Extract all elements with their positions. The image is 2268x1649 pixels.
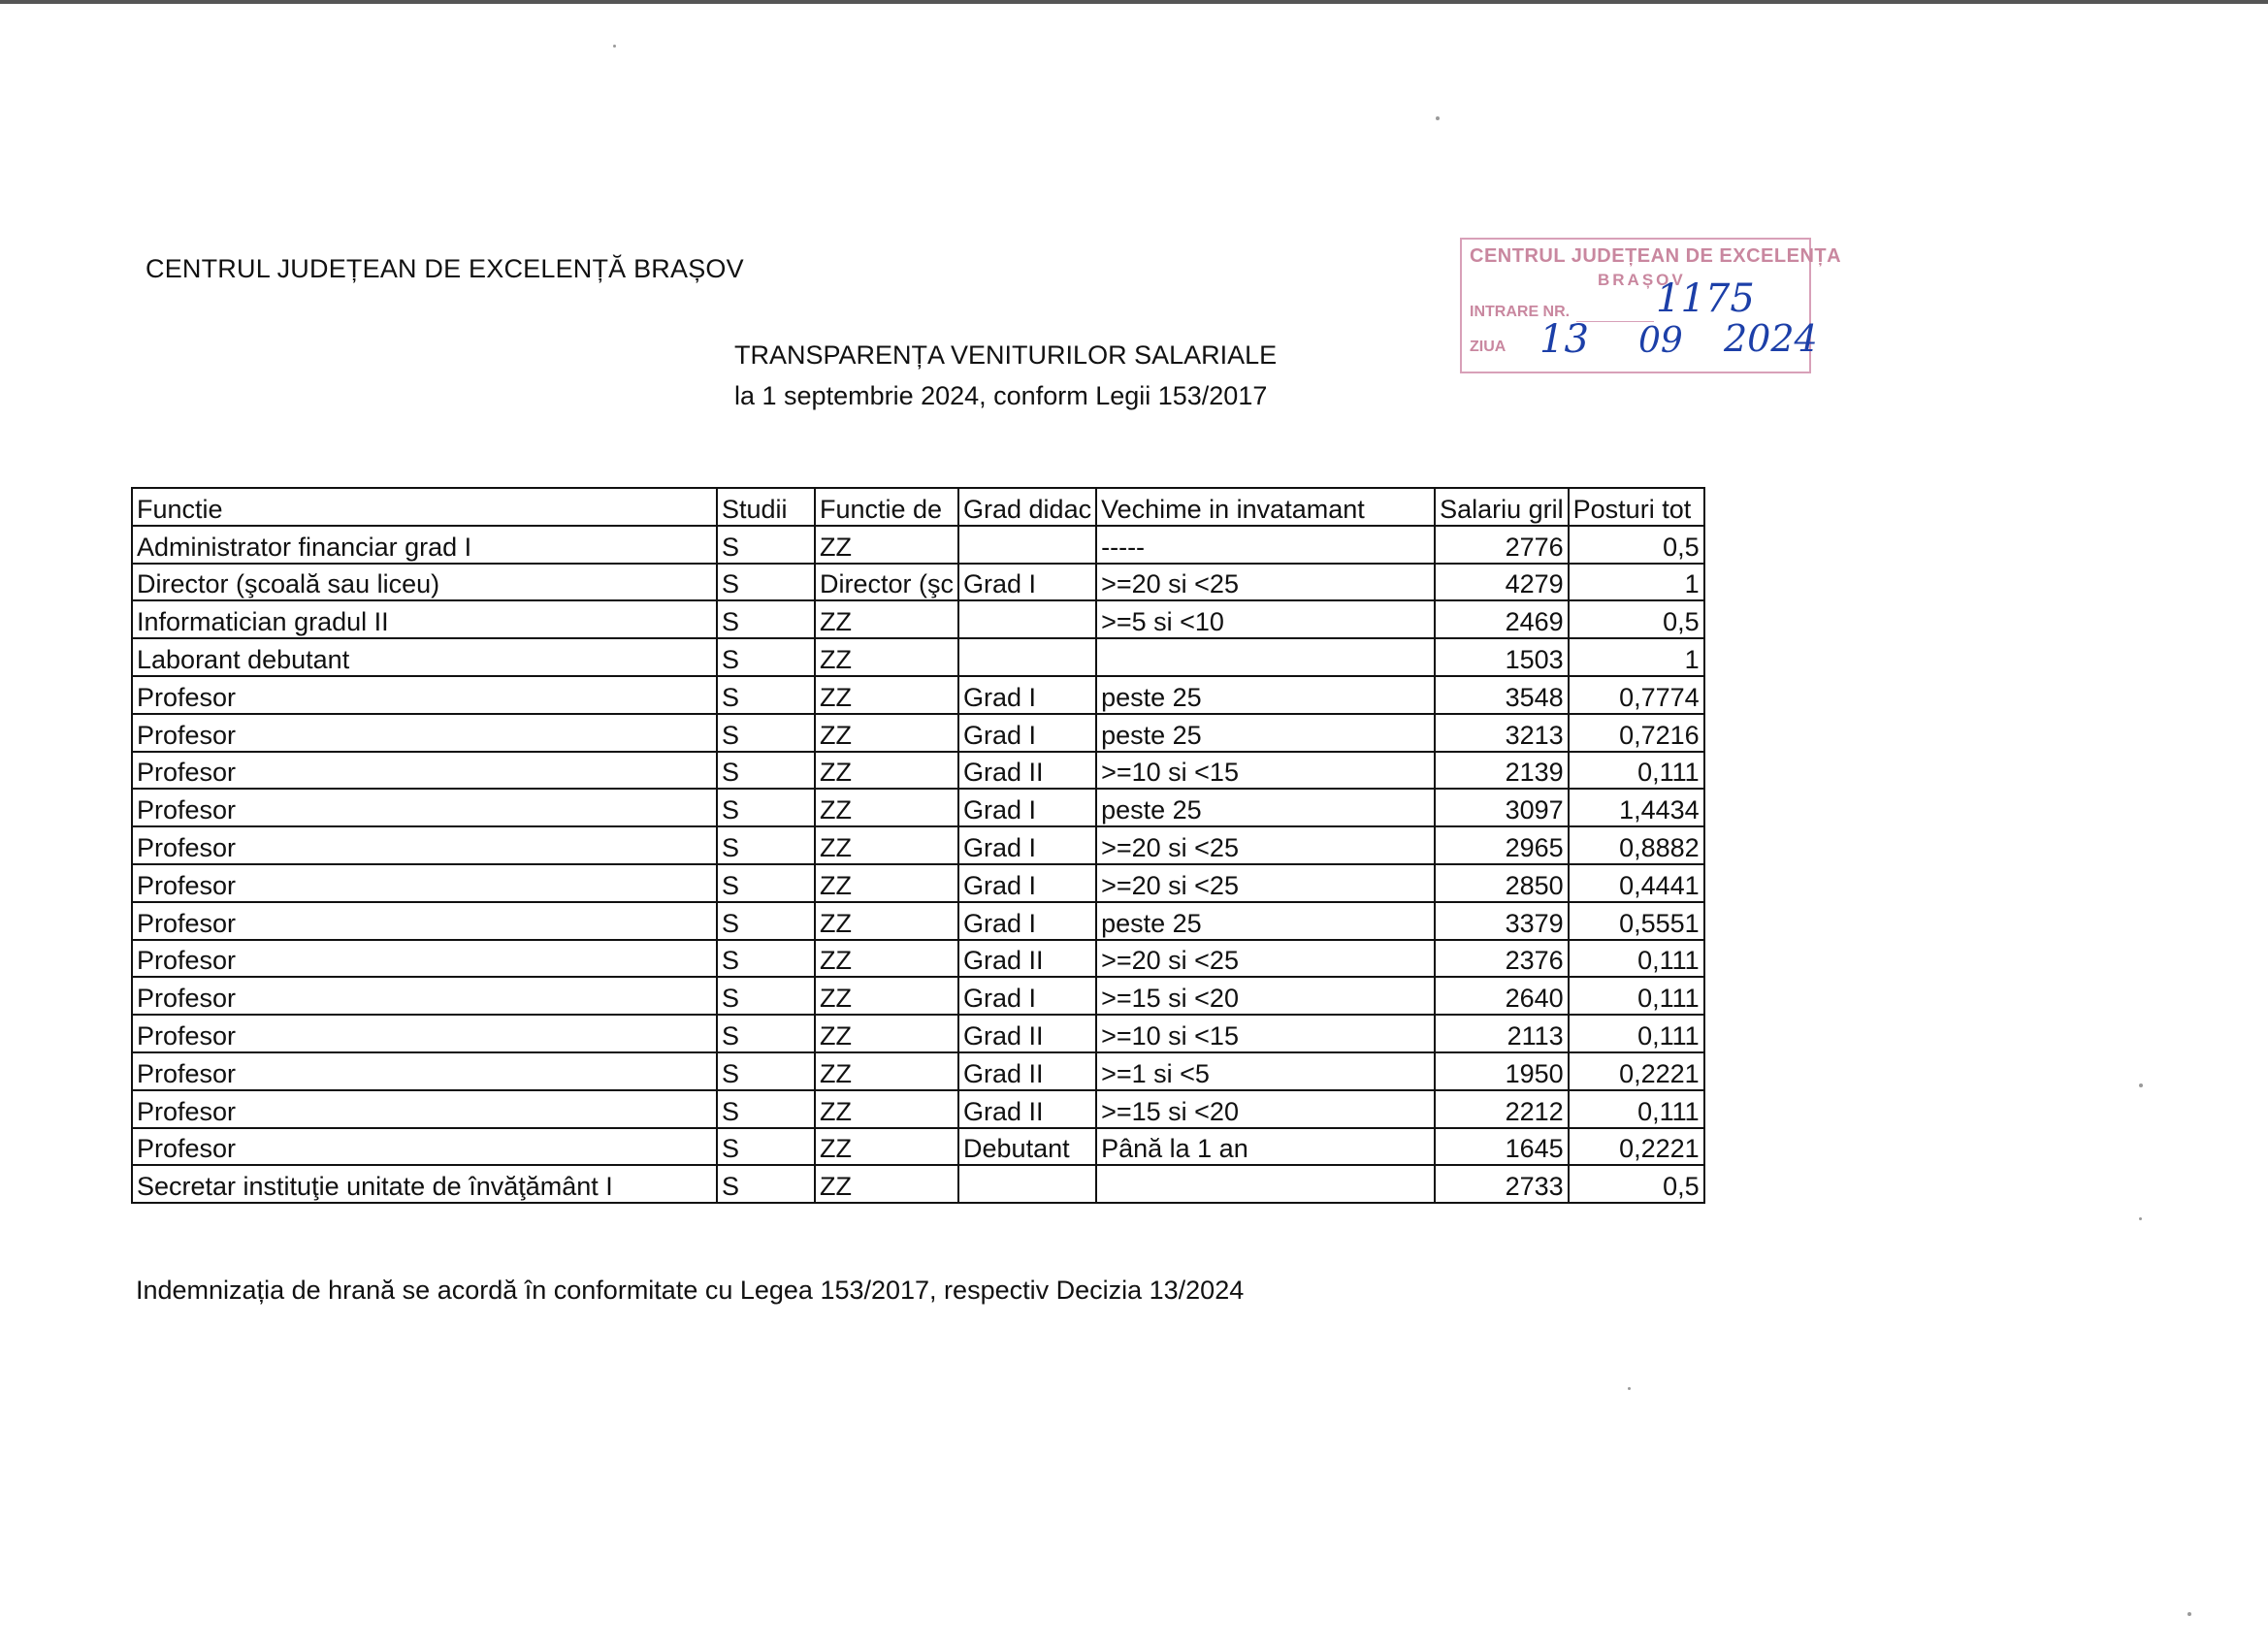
cell-posturi: 0,111 (1569, 977, 1704, 1015)
header-vechime: Vechime in invatamant (1096, 488, 1435, 526)
cell-functie: Profesor (132, 1128, 717, 1166)
cell-functie: Profesor (132, 826, 717, 864)
cell-studii: S (717, 826, 815, 864)
title-block (734, 335, 1277, 416)
cell-functie-de: ZZ (815, 977, 958, 1015)
cell-vechime (1096, 1165, 1435, 1203)
cell-vechime: peste 25 (1096, 676, 1435, 714)
cell-posturi: 0,7216 (1569, 714, 1704, 752)
cell-salariu: 3548 (1435, 676, 1569, 714)
stamp-handwritten-number: 1175 (1656, 276, 1755, 321)
cell-functie: Profesor (132, 940, 717, 978)
cell-functie: Profesor (132, 676, 717, 714)
cell-posturi: 1,4434 (1569, 789, 1704, 826)
cell-posturi: 0,5551 (1569, 902, 1704, 940)
cell-salariu: 2113 (1435, 1015, 1569, 1052)
cell-posturi: 0,111 (1569, 1090, 1704, 1128)
cell-posturi: 0,2221 (1569, 1128, 1704, 1166)
cell-studii: S (717, 864, 815, 902)
document-subtitle: la 1 septembrie 2024, conform Legii 153/2017 (734, 381, 1268, 410)
cell-posturi: 1 (1569, 564, 1704, 601)
cell-functie-de: ZZ (815, 1128, 958, 1166)
cell-functie: Profesor (132, 1015, 717, 1052)
cell-grad-didactic: Grad II (958, 940, 1096, 978)
cell-vechime: >=1 si <5 (1096, 1052, 1435, 1090)
table-row (132, 789, 1704, 826)
document-title: TRANSPARENȚA VENITURILOR SALARIALE (734, 340, 1278, 370)
cell-vechime: >=20 si <25 (1096, 940, 1435, 978)
cell-vechime: >=10 si <15 (1096, 1015, 1435, 1052)
header-functie-de: Functie de (815, 488, 958, 526)
table-row (132, 1052, 1704, 1090)
scan-speck (2139, 1083, 2143, 1087)
cell-salariu: 4279 (1435, 564, 1569, 601)
header-grad-didactic: Grad didac (958, 488, 1096, 526)
cell-salariu: 1503 (1435, 638, 1569, 676)
cell-posturi: 0,7774 (1569, 676, 1704, 714)
cell-grad-didactic (958, 1165, 1096, 1203)
table-row (132, 864, 1704, 902)
cell-studii: S (717, 564, 815, 601)
cell-studii: S (717, 1165, 815, 1203)
scan-speck (1436, 116, 1440, 120)
table-header-row (132, 488, 1704, 526)
cell-salariu: 2376 (1435, 940, 1569, 978)
cell-salariu: 3213 (1435, 714, 1569, 752)
cell-studii: S (717, 752, 815, 790)
cell-posturi: 1 (1569, 638, 1704, 676)
cell-functie: Profesor (132, 789, 717, 826)
cell-functie-de: ZZ (815, 638, 958, 676)
cell-salariu: 2776 (1435, 526, 1569, 564)
cell-salariu: 2469 (1435, 600, 1569, 638)
cell-grad-didactic: Grad I (958, 977, 1096, 1015)
header-functie: Functie (132, 488, 717, 526)
cell-grad-didactic (958, 600, 1096, 638)
cell-studii: S (717, 638, 815, 676)
stamp-handwritten-year: 2024 (1724, 317, 1818, 360)
cell-grad-didactic: Grad I (958, 864, 1096, 902)
cell-functie-de: ZZ (815, 752, 958, 790)
table-row (132, 526, 1704, 564)
cell-functie-de: ZZ (815, 1052, 958, 1090)
salary-table (131, 487, 1705, 1204)
cell-grad-didactic: Grad I (958, 714, 1096, 752)
cell-vechime: >=5 si <10 (1096, 600, 1435, 638)
scan-speck (2187, 1612, 2191, 1616)
cell-vechime (1096, 638, 1435, 676)
cell-grad-didactic: Grad II (958, 1015, 1096, 1052)
cell-studii: S (717, 977, 815, 1015)
scan-top-edge (0, 0, 2268, 4)
cell-grad-didactic: Grad I (958, 826, 1096, 864)
institution-name: CENTRUL JUDEȚEAN DE EXCELENȚĂ BRAȘOV (146, 254, 744, 283)
cell-posturi: 0,5 (1569, 526, 1704, 564)
cell-posturi: 0,111 (1569, 940, 1704, 978)
cell-functie: Profesor (132, 752, 717, 790)
scan-speck (2139, 1217, 2142, 1220)
stamp-institution: CENTRUL JUDEȚEAN DE EXCELENȚA (1470, 245, 1842, 267)
cell-grad-didactic: Grad I (958, 564, 1096, 601)
cell-grad-didactic (958, 526, 1096, 564)
table-row (132, 940, 1704, 978)
table-row (132, 714, 1704, 752)
cell-functie-de: ZZ (815, 940, 958, 978)
cell-posturi: 0,111 (1569, 1015, 1704, 1052)
table-row (132, 1015, 1704, 1052)
cell-grad-didactic (958, 638, 1096, 676)
table-row (132, 1090, 1704, 1128)
cell-functie-de: ZZ (815, 1015, 958, 1052)
header-posturi: Posturi tot (1569, 488, 1704, 526)
stamp-handwritten-month: 09 (1638, 321, 1683, 361)
cell-vechime: >=10 si <15 (1096, 752, 1435, 790)
cell-functie: Laborant debutant (132, 638, 717, 676)
cell-functie-de: ZZ (815, 1090, 958, 1128)
cell-posturi: 0,4441 (1569, 864, 1704, 902)
cell-posturi: 0,2221 (1569, 1052, 1704, 1090)
cell-salariu: 2640 (1435, 977, 1569, 1015)
cell-studii: S (717, 1090, 815, 1128)
cell-functie-de: ZZ (815, 902, 958, 940)
cell-vechime: peste 25 (1096, 714, 1435, 752)
cell-functie-de: ZZ (815, 600, 958, 638)
table-row (132, 638, 1704, 676)
cell-studii: S (717, 676, 815, 714)
cell-functie: Informatician gradul II (132, 600, 717, 638)
cell-grad-didactic: Grad I (958, 789, 1096, 826)
cell-functie-de: ZZ (815, 526, 958, 564)
cell-functie: Profesor (132, 902, 717, 940)
table-row (132, 977, 1704, 1015)
stamp-label-nr: INTRARE NR. (1470, 304, 1571, 320)
cell-posturi: 0,5 (1569, 600, 1704, 638)
table-row (132, 902, 1704, 940)
table-row (132, 564, 1704, 601)
cell-vechime: >=15 si <20 (1096, 977, 1435, 1015)
cell-studii: S (717, 1015, 815, 1052)
table-row (132, 1128, 1704, 1166)
cell-posturi: 0,5 (1569, 1165, 1704, 1203)
cell-functie-de: ZZ (815, 864, 958, 902)
cell-functie: Profesor (132, 1052, 717, 1090)
stamp-city: BRAȘOV (1598, 271, 1686, 289)
cell-vechime: ----- (1096, 526, 1435, 564)
cell-functie-de: ZZ (815, 714, 958, 752)
cell-studii: S (717, 1052, 815, 1090)
cell-functie: Secretar instituţie unitate de învăţământ I (132, 1165, 717, 1203)
cell-vechime: >=20 si <25 (1096, 864, 1435, 902)
cell-functie: Profesor (132, 1090, 717, 1128)
cell-functie-de: ZZ (815, 1165, 958, 1203)
cell-studii: S (717, 714, 815, 752)
cell-salariu: 2733 (1435, 1165, 1569, 1203)
cell-salariu: 1645 (1435, 1128, 1569, 1166)
cell-grad-didactic: Grad II (958, 752, 1096, 790)
table-row (132, 1165, 1704, 1203)
table-row (132, 676, 1704, 714)
stamp-handwritten-day: 13 (1539, 317, 1589, 362)
cell-vechime: >=15 si <20 (1096, 1090, 1435, 1128)
cell-studii: S (717, 526, 815, 564)
cell-studii: S (717, 600, 815, 638)
cell-salariu: 3097 (1435, 789, 1569, 826)
cell-grad-didactic: Grad I (958, 676, 1096, 714)
cell-functie: Profesor (132, 977, 717, 1015)
scan-speck (613, 45, 616, 48)
cell-studii: S (717, 902, 815, 940)
cell-vechime: Până la 1 an (1096, 1128, 1435, 1166)
cell-vechime: >=20 si <25 (1096, 826, 1435, 864)
cell-vechime: >=20 si <25 (1096, 564, 1435, 601)
cell-studii: S (717, 940, 815, 978)
cell-vechime: peste 25 (1096, 789, 1435, 826)
cell-functie-de: Director (şc (815, 564, 958, 601)
cell-grad-didactic: Grad II (958, 1052, 1096, 1090)
cell-functie: Profesor (132, 714, 717, 752)
cell-salariu: 2965 (1435, 826, 1569, 864)
cell-posturi: 0,111 (1569, 752, 1704, 790)
scan-speck (1628, 1387, 1631, 1390)
cell-studii: S (717, 789, 815, 826)
stamp-label-ziua: ZIUA (1470, 339, 1507, 355)
cell-functie-de: ZZ (815, 789, 958, 826)
cell-functie-de: ZZ (815, 676, 958, 714)
header-salariu: Salariu gril (1435, 488, 1569, 526)
table-row (132, 752, 1704, 790)
registration-stamp (1460, 238, 1842, 373)
cell-salariu: 2850 (1435, 864, 1569, 902)
cell-salariu: 3379 (1435, 902, 1569, 940)
cell-functie-de: ZZ (815, 826, 958, 864)
cell-grad-didactic: Debutant (958, 1128, 1096, 1166)
table-row (132, 600, 1704, 638)
cell-vechime: peste 25 (1096, 902, 1435, 940)
cell-studii: S (717, 1128, 815, 1166)
cell-grad-didactic: Grad I (958, 902, 1096, 940)
cell-functie: Administrator financiar grad I (132, 526, 717, 564)
table-row (132, 826, 1704, 864)
header-studii: Studii (717, 488, 815, 526)
cell-salariu: 2139 (1435, 752, 1569, 790)
cell-salariu: 2212 (1435, 1090, 1569, 1128)
cell-posturi: 0,8882 (1569, 826, 1704, 864)
footnote: Indemnizația de hrană se acordă în conformitate cu Legea 153/2017, respectiv Decizia 13/2024 (136, 1276, 1245, 1305)
cell-grad-didactic: Grad II (958, 1090, 1096, 1128)
cell-functie: Profesor (132, 864, 717, 902)
cell-functie: Director (şcoală sau liceu) (132, 564, 717, 601)
cell-salariu: 1950 (1435, 1052, 1569, 1090)
